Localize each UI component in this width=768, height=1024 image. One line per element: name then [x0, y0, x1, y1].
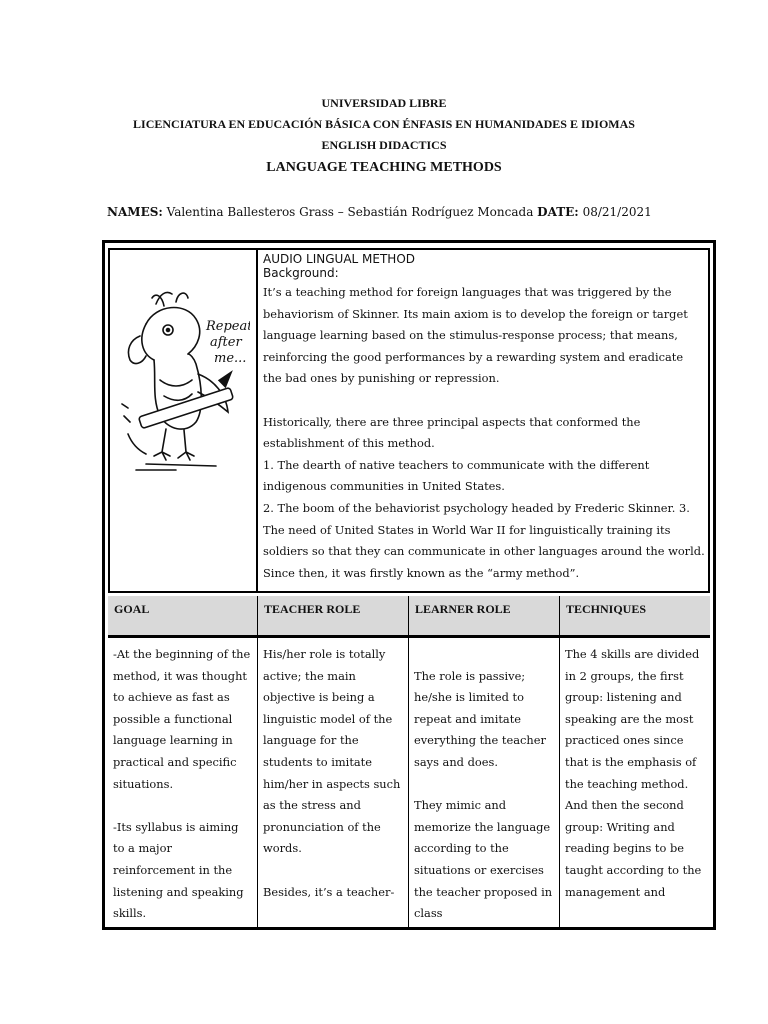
col-body-goal	[108, 638, 257, 925]
table-cell-paragraph: His/her role is totally active; the main objective is being a linguistic model of the language for the students to imitate him/her in aspects such as the stress and pronunciation of the words.	[263, 647, 401, 856]
col-body-learner-role	[409, 638, 559, 925]
table-col-goal	[108, 596, 257, 930]
col-header-goal: GOAL	[108, 596, 257, 638]
col-body-teacher-role	[258, 638, 408, 903]
speech-text-2: after	[210, 335, 242, 350]
document-title: LANGUAGE TEACHING METHODS	[266, 160, 502, 175]
table-cell-paragraph	[113, 795, 252, 817]
table-cell-paragraph	[414, 644, 554, 666]
names-label: NAMES:	[107, 205, 163, 219]
background-label: Background:	[263, 266, 339, 280]
method-table	[108, 596, 710, 930]
background-text	[263, 282, 705, 584]
table-col-teacher-role	[258, 596, 408, 930]
table-cell-paragraph: -At the beginning of the method, it was thought to achieve as fast as possible a functional language learning in practical and specific situations.	[113, 647, 251, 791]
table-cell-paragraph: Besides, it’s a teacher-	[263, 884, 395, 899]
table-divider-1	[257, 596, 258, 930]
background-paragraph: 1. The dearth of native teachers to communicate with the different indigenous communities in United States.	[263, 457, 650, 494]
background-paragraph	[263, 390, 705, 412]
col-header-learner-role: LEARNER ROLE	[409, 596, 559, 638]
table-cell-paragraph: They mimic and memorize the language according to the situations or exercises the teacher proposed in class	[414, 798, 553, 921]
names-line	[107, 205, 652, 219]
university-name: UNIVERSIDAD LIBRE	[321, 96, 447, 110]
speech-text-1: Repeat	[206, 319, 250, 334]
table-divider-2	[408, 596, 409, 930]
background-paragraph: Historically, there are three principal aspects that conformed the establishment of this method.	[263, 414, 641, 451]
speech-text-3: me...	[214, 351, 247, 366]
col-header-techniques: TECHNIQUES	[560, 596, 710, 638]
method-description	[263, 252, 705, 584]
table-col-techniques	[560, 596, 710, 930]
table-cell-paragraph: -Its syllabus is aiming to a major reinforcement in the listening and speaking skills.	[113, 819, 244, 921]
table-cell-paragraph: The role is passive; he/she is limited to repeat and imitate everything the teacher says and does.	[414, 668, 546, 769]
background-paragraph: It’s a teaching method for foreign languages that was triggered by the behaviorism of Skinner. Its main axiom is to develop the foreign or target language learning based on the stimulus-response process; that means, reinforcing the good performances by a rewarding system and eradicate the bad ones by punishing or repression.	[263, 285, 688, 386]
parrot-drawing	[116, 284, 250, 474]
names-value: Valentina Ballesteros Grass – Sebastián Rodríguez Moncada	[162, 205, 538, 219]
date-value: 08/21/2021	[578, 205, 652, 219]
table-divider-3	[559, 596, 560, 930]
course-name: ENGLISH DIDACTICS	[321, 138, 447, 152]
program-name: LICENCIATURA EN EDUCACIÓN BÁSICA CON ÉNFASIS EN HUMANIDADES E IDIOMAS	[133, 117, 635, 131]
table-col-learner-role	[409, 596, 559, 930]
col-header-teacher-role: TEACHER ROLE	[258, 596, 408, 638]
table-cell-paragraph	[263, 860, 403, 882]
background-paragraph: 2. The boom of the behaviorist psychology headed by Frederic Skinner. 3. The need of United States in World War II for linguistically training its soldiers so that they can communicate in other languages around the world. Since then, it was firstly known as the “army method”.	[263, 500, 705, 580]
table-cell-paragraph: The 4 skills are divided in 2 groups, the first group: listening and speaking are the most practiced ones since that is the emphasis of the teaching method. And then the second group: Writing and reading begins to be taught according to the management and	[565, 647, 702, 899]
table-cell-paragraph	[414, 774, 554, 796]
col-body-techniques	[560, 638, 710, 903]
date-label: DATE:	[537, 205, 579, 219]
parrot-illustration	[116, 284, 250, 474]
method-divider	[256, 248, 258, 593]
method-title: AUDIO LINGUAL METHOD	[263, 252, 415, 266]
